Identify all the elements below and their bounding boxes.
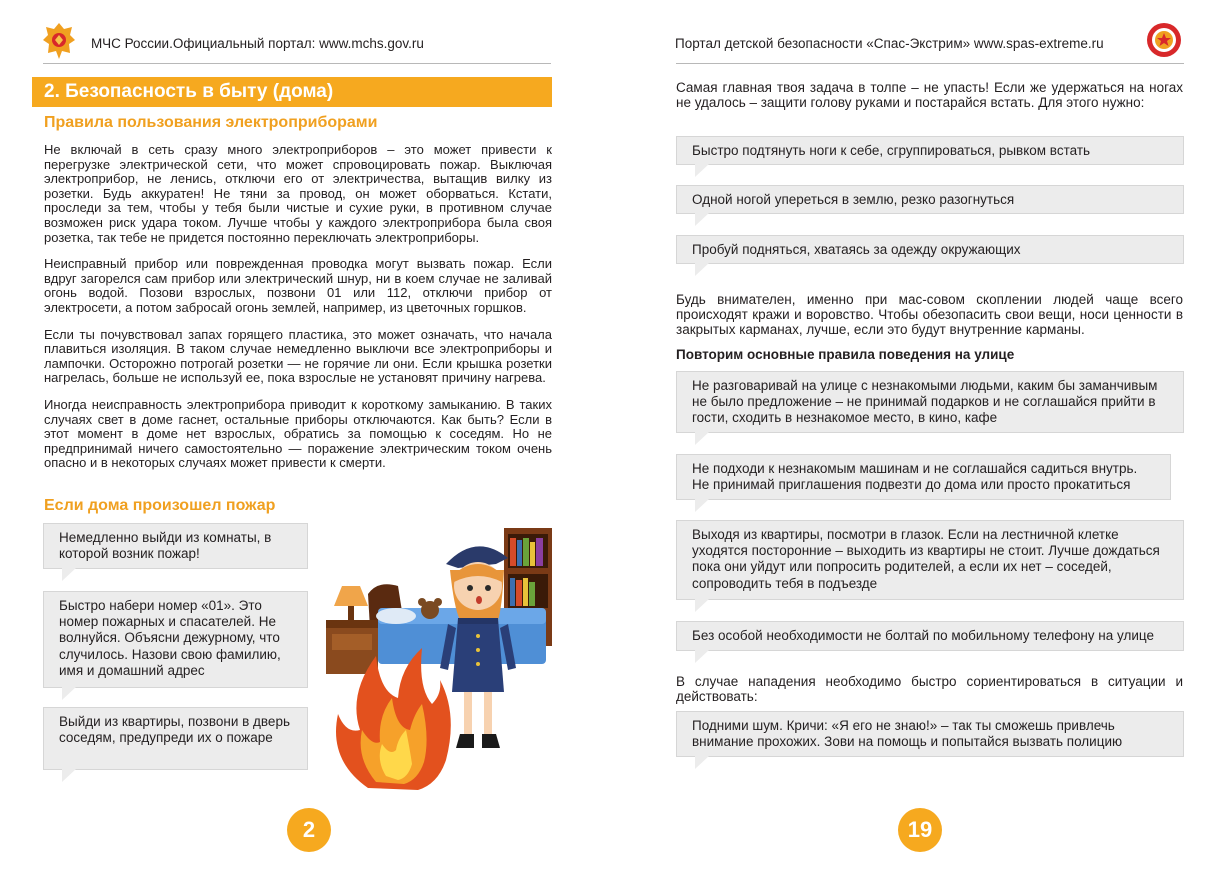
paragraph: Иногда неисправность электроприбора приводит к короткому замыканию. В таких случаях свет в доме гаснет, остальные приборы отключаются. Как быть? Если в этот момент в доме нет взрослых, обратись за помощью к соседям. Но не предпринимай ничего самостоятельно — поражение электрическим током очень опасно и в некоторых случаях может привести к смерти. [44, 396, 552, 471]
fire-tip-bubble: Быстро набери номер «01». Это номер пожарных и спасателей. Не волнуйся. Объясни дежурному, что случилось. Назови свою фамилию, имя и домашний адрес [43, 591, 308, 688]
step-bubble: Пробуй подняться, хватаясь за одежду окружающих [676, 235, 1184, 264]
paragraph: Если ты почувствовал запах горящего пластика, это может означать, что начала плавиться изоляция. В таком случае немедленно выключи все электроприборы и лампочки. Осторожно потрогай розетки — не горячие ли они. Если крышка розетки нагрелась, больше не используй ее, пока взрослые не установят причину нагрева. [44, 326, 552, 386]
left-header: МЧС России.Официальный портал: www.mchs.gov.ru [91, 36, 424, 51]
attack-intro: В случае нападения необходимо быстро сориентироваться в ситуации и действовать: [676, 674, 1183, 705]
rule-bubble: Не разговаривай на улице с незнакомыми людьми, каким бы заманчивым не было предложение – не принимай подарков и не соглашайся прийти в гости, сходить в незнакомое место, в кино, кафе [676, 371, 1184, 433]
step-bubble: Быстро подтянуть ноги к себе, сгруппироваться, рывком встать [676, 136, 1184, 165]
mchs-emblem-icon [42, 21, 76, 61]
right-page [618, 0, 1228, 869]
left-header-divider [43, 63, 551, 64]
spas-extreme-logo-icon [1146, 22, 1182, 58]
right-header: Портал детской безопасности «Спас-Экстрим» www.spas-extreme.ru [675, 36, 1104, 51]
rule-bubble: Не подходи к незнакомым машинам и не соглашайся садиться внутрь. Не принимай приглашения подвезти до дома или просто прокатиться [676, 454, 1171, 500]
paragraph: Неисправный прибор или поврежденная проводка могут вызвать пожар. Если вдруг загорелся сам прибор или электрический шнур, ни в коем случае не заливай огонь водой. Позови взрослых, позвони 01 или 112, отключи прибор от электросети, а потом забросай огонь землей, например, из цветочных горшков. [44, 256, 552, 315]
fire-tip-bubble: Немедленно выйди из комнаты, в которой возник пожар! [43, 523, 308, 569]
section-title: 2. Безопасность в быту (дома) [32, 77, 552, 107]
warning-text: Будь внимателен, именно при мас-совом скоплении людей чаще всего происходят кражи и воровство. Чтобы обезопасить свои вещи, носи ценности в закрытых карманах, лучше, если это будут внутренние карманы. [676, 292, 1183, 338]
fire-title: Если дома произошел пожар [44, 497, 276, 514]
intro-text: Самая главная твоя задача в толпе – не упасть! Если же удержаться на ногах не удалось – защити голову руками и постарайся встать. Для этого нужно: [676, 80, 1183, 111]
step-bubble: Одной ногой упереться в землю, резко разогнуться [676, 185, 1184, 214]
fire-tip-bubble: Выйди из квартиры, позвони в дверь соседям, предупреди их о пожаре [43, 707, 308, 770]
paragraphs [44, 143, 552, 471]
subtitle: Правила пользования электроприборами [44, 114, 378, 131]
right-page-number: 19 [898, 808, 942, 852]
fire-illustration [318, 524, 554, 794]
left-page-number: 2 [287, 808, 331, 852]
attack-bubble: Подними шум. Кричи: «Я его не знаю!» – так ты сможешь привлечь внимание прохожих. Зови на помощь и попытайся вызвать полицию [676, 711, 1184, 757]
rules-title: Повторим основные правила поведения на улице [676, 347, 1015, 362]
right-header-divider [676, 63, 1184, 64]
rule-bubble: Без особой необходимости не болтай по мобильному телефону на улице [676, 621, 1184, 651]
paragraph: Не включай в сеть сразу много электроприборов – это может привести к перегрузке электрической сети, что может спровоцировать пожар. Выключая электроприбор, не ленись, отключи его от электричества, вытащив вилку из розетки. Будь аккуратен! Не тяни за провод, он может оборваться. Кстати, проследи за тем, чтобы у тебя были чистые и сухие руки, в противном случае возможен риск удара током. Лучше чтобы у каждого электроприбора была своя розетка, так тебе не придется постоянно переключать электроприборы. [44, 142, 552, 245]
rule-bubble: Выходя из квартиры, посмотри в глазок. Если на лестничной клетке уходятся посторонние – выходить из квартиры не стоит. Лучше дождаться пока они уйдут или попросить родителей, а если их нет – соседей, сопроводить тебя в подъезде [676, 520, 1184, 600]
left-page [0, 0, 608, 869]
